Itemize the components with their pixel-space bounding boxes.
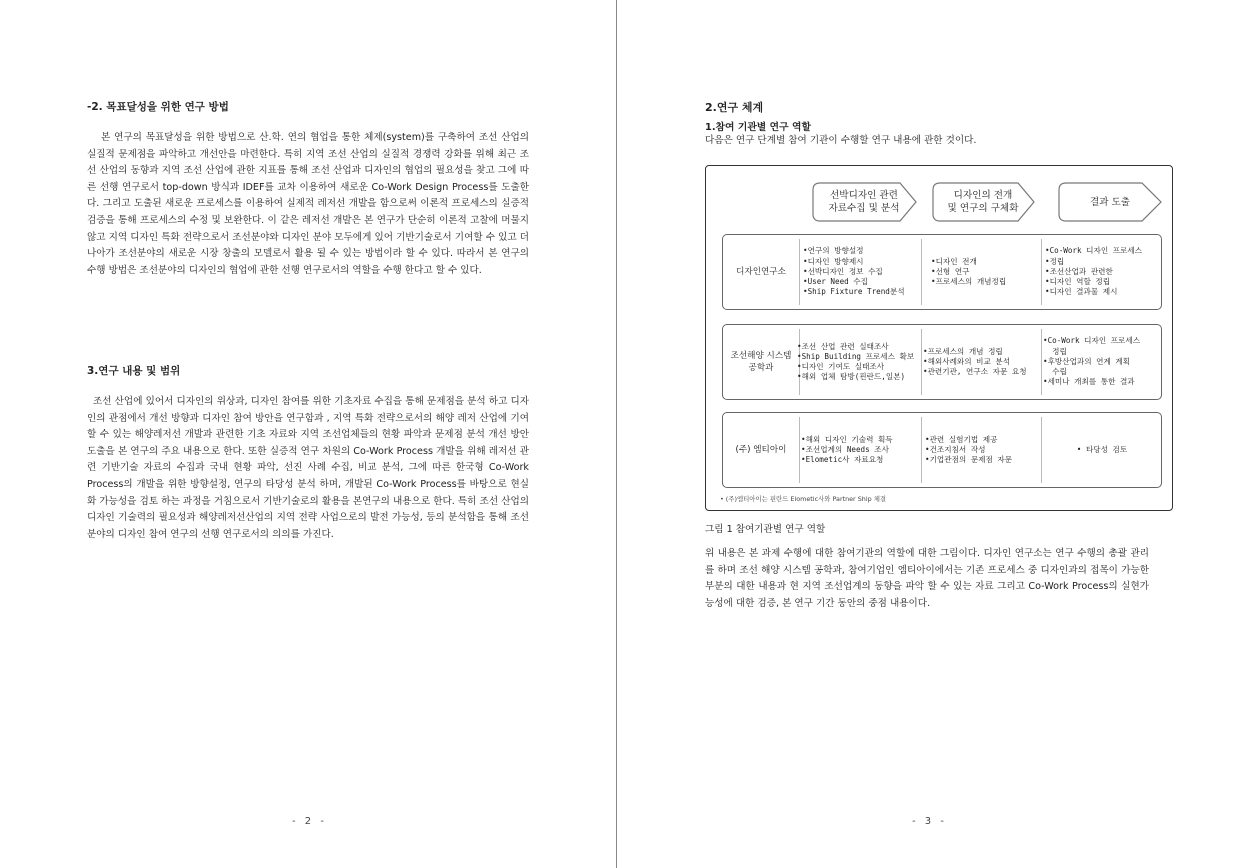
role-row-mti [722, 412, 1162, 488]
step-1-line2: 자료수집 및 분석 [828, 203, 900, 214]
row-label: 조선해양 시스템 공학과 [730, 351, 792, 373]
section-heading-scope: 3.연구 내용 및 범위 [87, 365, 181, 377]
row-col3: •Co-Work 디자인 프로세스 정립 •후방산업과의 연계 계획 수립 •세미나 개최를 통한 결과 [1043, 336, 1141, 387]
step-1-line1: 선박디자인 관련 [830, 190, 898, 201]
process-step-2 [932, 182, 1034, 222]
section-heading-methods: -2. 목표달성을 위한 연구 방법 [87, 101, 229, 113]
process-step-1 [812, 182, 916, 222]
row-col1: •해외 디자인 기술력 획득 •조선업계의 Needs 조사 •Elometic사 자료요청 [801, 434, 893, 465]
row-col3: • 타당성 검토 [1076, 444, 1128, 454]
page-number: - 2 - [292, 816, 327, 827]
explanation-paragraph: 위 내용은 본 과제 수행에 대한 참여기관의 역할에 대한 그림이다. 디자인 연구소는 연구 수행의 총괄 관리를 하며 조선 해양 시스템 공학과, 참여기업인 엠티아이에서는 기존 프로세스 중 디자인과의 접목이 가능한 부분의 대한 내용과 현 지역 조선업계의 동향을 파악 할 수 있는 자료 그리고 Co-Work Process의 실현가능성에 대한 검증, 본 연구 기간 동안의 중점 내용이다. [705, 548, 1149, 609]
step-2-line2: 및 연구의 구체화 [947, 203, 1019, 214]
diagram-footnote: • (주)엠티아이는 핀란드 Elometic사와 Partner Ship 체결 [720, 495, 887, 503]
row-col1: •조선 산업 관련 실태조사 •Ship Building 프로세스 확보 •디자인 기여도 실태조사 •해외 업체 탐방(핀란드,일본) [797, 341, 915, 382]
process-step-3 [1058, 182, 1162, 222]
section-heading-structure: 2.연구 체계 [705, 101, 764, 114]
role-row-naval-engineering [722, 324, 1162, 400]
row-col2: •프로세스의 개념 정립 •해외사례와의 비교 분석 •관련기관, 연구소 자문 요청 [923, 346, 1027, 377]
subheading-roles: 1.참여 기관별 연구 역할 [705, 122, 811, 133]
row-col1: •연구의 방향설정 •디자인 방향제시 •선박디자인 정보 수집 •User Need 수집 •Ship Fixture Trend분석 [803, 246, 905, 297]
page-number: - 3 - [912, 816, 947, 827]
role-row-design-lab [722, 234, 1162, 310]
scope-paragraph: 조선 산업에 있어서 디자인의 위상과, 디자인 참여를 위한 기초자료 수집을 통해 문제점을 분석 하고 디자인의 관점에서 개선 방향과 디자인 참여 방안을 연구함과 , 지역 특화 전략으로서의 해양 레저 산업에 기여할 수 있는 해양레저선 개발과 관련한 기초 자료와 지역 조선업체들의 현황 파악과 문제점 분석 개선 방안 도출을 본 연구의 주요 내용으로 한다. 또한 실증적 연구 차원의 Co-Work Process 개발을 위해 레저선 관련 기반기술 자료의 수집과 국내 현황 파악, 선진 사례 수집, 비교 분석, 그에 따른 한국형 Co-Work Process의 개발을 위한 방향설정, 연구의 타당성 분석 하며, 개발된 Co-Work Process를 바탕으로 현실화 가능성을 검토 하는 과정을 거침으로서 기반기술로의 활용을 본연구의 내용으로 한다. 특히 조선 산업의 디자인 기술력의 필요성과 해양레저선산업의 지역 전략 사업으로의 발전 가능성, 등의 분석함을 통해 조선 분야의 디자인 참여 연구의 선행 연구로서의 의의를 가진다. [87, 396, 529, 540]
row-label: (주) 엠티아이 [735, 445, 787, 455]
left-page [0, 0, 616, 868]
figure-caption: 그림 1 참여기관별 연구 역할 [705, 524, 826, 535]
step-3-line1: 결과 도출 [1089, 197, 1131, 208]
step-2-line1: 디자인의 전개 [953, 190, 1013, 201]
row-col2: •관련 실험기법 제공 •건조지침서 작성 •기업관점의 문제점 자문 [925, 434, 1013, 465]
row-col3: •Co-Work 디자인 프로세스 •정립 •조선산업과 관련한 •디자인 역할 정립 •디자인 결과물 제시 [1045, 246, 1143, 297]
intro-text: 다음은 연구 단계별 참여 기관이 수행할 연구 내용에 관한 것이다. [705, 135, 977, 146]
right-page [617, 0, 1235, 868]
methods-paragraph: 본 연구의 목표달성을 위한 방법으로 산.학. 연의 협업을 통한 체제(system)를 구축하여 조선 산업의 실질적 문제점을 파악하고 개선안을 마련한다. 특히 지역 조선 산업의 실질적 경쟁력 강화를 위해 최근 조선 산업의 동향과 지역 조선 산업에 관한 지표를 통해 조선 산업과 디자인의 협업의 필요성을 찾고 그에 따른 선행 연구로서 top-down 방식과 IDEF를 교차 이용하여 새로운 Co-Work Design Process를 도출한다. 그리고 도출된 새로운 프로세스를 이용하여 실제적 레저선 개발을 함으로써 이론적 프로세스의 실증적 검증을 통해 프로세스의 수정 및 보완한다. 이 같은 레저선 개발은 본 연구가 단순히 이론적 고찰에 머물지 않고 지역 디자인 특화 전략으로서 조선분야와 디자인 분야 모두에게 있어 기반기술로서 기여할 수 있고 더 나아가 조선분야의 새로운 시장 창출의 모델로서 활용 될 수 있는 방법이라 할 수 있다. 따라서 본 연구의 수행 방법은 조선분야의 디자인의 협업에 관한 선행 연구로서의 역할을 수행 한다고 할 수 있다. [87, 132, 529, 276]
role-diagram [705, 165, 1173, 511]
row-label: 디자인연구소 [736, 267, 786, 277]
row-col2: •디자인 전개 •선형 연구 •프로세스의 개념정립 [931, 256, 1007, 287]
